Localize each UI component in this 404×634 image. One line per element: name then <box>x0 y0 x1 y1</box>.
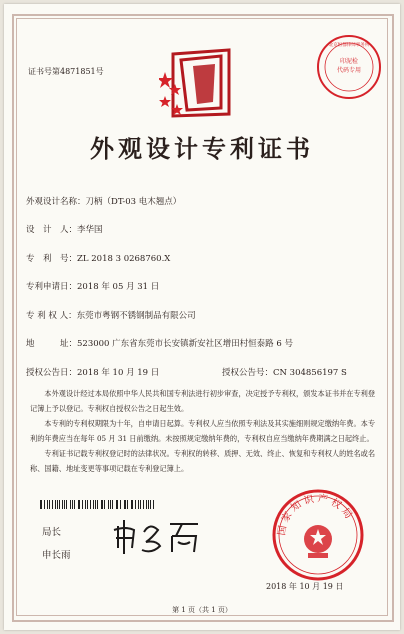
body-paragraph-3: 专利证书记载专利权登记时的法律状况。专利权的转移、质押、无效、终止、恢复和专利权人的姓名或名称、国籍、地址变更等事项记载在专利登记簿上。 <box>30 449 376 473</box>
barcode-bar <box>85 500 86 509</box>
barcode-bar <box>97 500 98 509</box>
barcode-bar <box>74 500 75 509</box>
grant-date-value: 2018 年 10 月 19 日 <box>77 368 160 378</box>
barcode-bar <box>49 500 50 509</box>
patentee-row <box>26 309 196 321</box>
barcode-bar <box>108 500 109 509</box>
address-value: 523000 广东省东莞市长安镇新安社区增田村恒泰路 6 号 <box>77 339 293 349</box>
director-signature <box>112 516 202 556</box>
cnipa-logo-icon <box>159 42 249 122</box>
seal-date: 2018 年 10 月 19 日 <box>266 582 344 591</box>
svg-text:代码专用: 代码专用 <box>336 67 362 74</box>
body-paragraph-1: 本外观设计经过本局依照中华人民共和国专利法进行初步审查，决定授予专利权，颁发本证书并在专利登记簿上予以登记。专利权自授权公告之日起生效。 <box>30 389 376 413</box>
application-date-label: 专利申请日： <box>26 282 78 292</box>
patentee-value: 东莞市粤钢不锈钢制品有限公司 <box>76 311 196 321</box>
patent-number-value: ZL 2018 3 0268760.X <box>77 254 171 264</box>
design-name-value: 刀柄（DT-03 电木翘点） <box>85 197 182 207</box>
barcode-bar <box>146 500 147 509</box>
page-title: 外观设计专利证书 <box>90 134 314 163</box>
certificate-number: 证书号第4871851号 <box>28 67 104 76</box>
application-date-value: 2018 年 05 月 31 日 <box>77 282 160 292</box>
address-label: 地 址： <box>26 339 78 349</box>
agency-stamp-icon <box>316 34 382 100</box>
barcode-bar <box>153 500 154 509</box>
application-date-row <box>26 280 159 292</box>
barcode-bar <box>120 500 121 509</box>
certificate-page <box>4 4 400 630</box>
design-name-label: 外观设计名称： <box>26 197 86 207</box>
official-seal-icon <box>270 487 366 583</box>
barcode-bar <box>66 500 67 509</box>
designer-row <box>26 223 103 235</box>
patent-number-row <box>26 252 170 264</box>
grant-number-row <box>222 366 347 378</box>
barcode-bar <box>78 500 79 509</box>
grant-number-label: 授权公告号： <box>222 368 274 378</box>
barcode-bar <box>55 500 56 509</box>
address-row <box>26 337 293 349</box>
seal-text: 国家知识产权局 <box>276 493 356 537</box>
barcode-bar <box>140 500 141 509</box>
designer-label: 设 计 人： <box>26 225 78 235</box>
barcode-bar <box>62 500 63 509</box>
svg-text:印泥检: 印泥检 <box>339 58 359 65</box>
design-name-row <box>26 195 181 207</box>
grant-date-row <box>26 366 159 378</box>
body-paragraph-2: 本专利的专利权期限为十年，自申请日起算。专利权人应当依照专利法及其实施细则规定缴纳年费。本专利的年费应当在每年 05 月 31 日前缴纳。未按照规定缴纳年费的，专利权自应当缴纳年费期满之日起终止。 <box>30 419 376 443</box>
page-footer: 第 1 页（共 1 页） <box>172 606 232 614</box>
patentee-label: 专 利 权 人： <box>26 311 77 321</box>
designer-value: 李华国 <box>77 225 103 235</box>
grant-number-value: CN 304856197 S <box>273 368 347 378</box>
barcode-bar <box>127 500 128 509</box>
svg-text:北京恒都律师事务所: 北京恒都律师事务所 <box>328 43 370 48</box>
barcode-bar <box>132 500 133 509</box>
barcode-bar <box>41 500 42 509</box>
director-name: 申长雨 <box>42 550 71 561</box>
certificate-body <box>30 386 376 476</box>
patent-number-label: 专 利 号： <box>26 254 78 264</box>
barcode-bar <box>104 500 105 509</box>
director-title: 局长 <box>42 527 62 538</box>
barcode <box>40 500 155 509</box>
grant-date-label: 授权公告日： <box>26 368 78 378</box>
barcode-bar <box>116 500 117 509</box>
barcode-bar <box>90 500 91 509</box>
